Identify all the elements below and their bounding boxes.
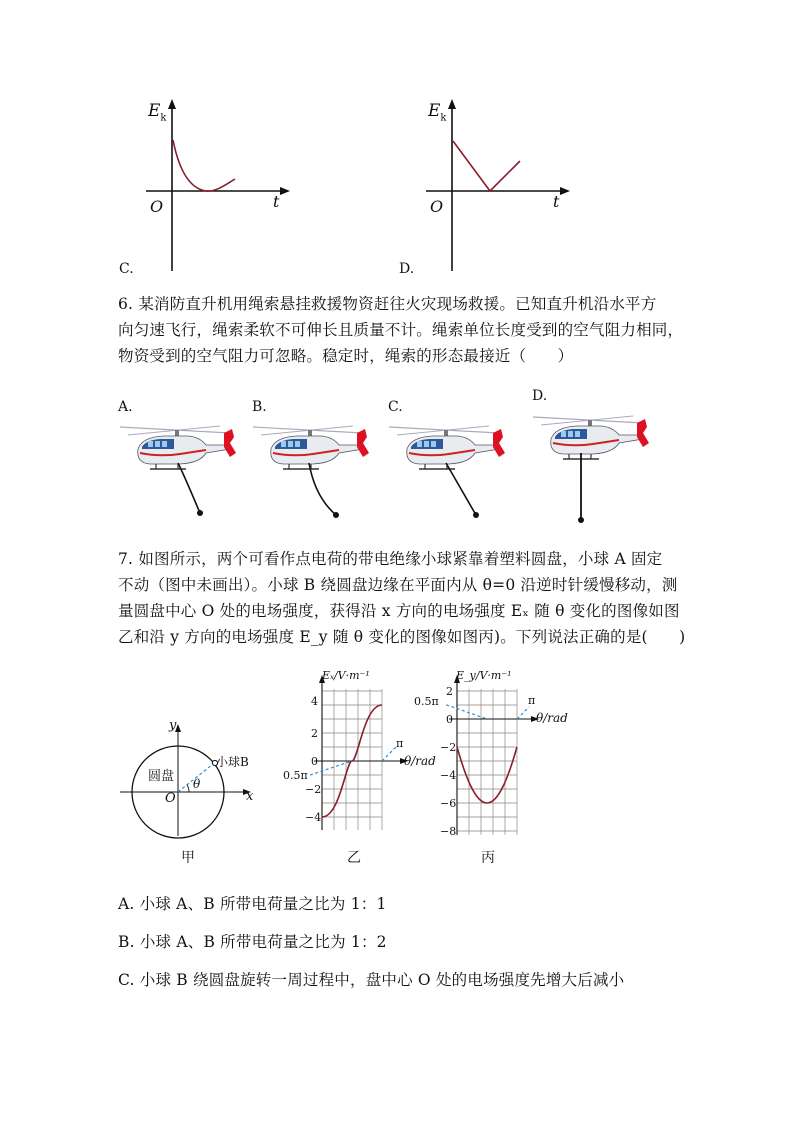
q7-line-1: 7. 如图所示，两个可看作点电荷的带电绝缘小球紧靠着塑料圆盘，小球 A 固定	[118, 550, 663, 568]
q6-line-3: 物资受到的空气阻力可忽略。稳定时，绳索的形态最接近（ ）	[118, 347, 574, 365]
figure-bing	[445, 675, 575, 840]
bing-tick-m6: −6	[440, 797, 457, 810]
bing-tick-m8: −8	[440, 825, 457, 838]
q7-option-b: B. 小球 A、B 所带电荷量之比为 1：2	[118, 933, 387, 951]
q5c-origin: O	[150, 197, 164, 216]
q6-option-d: D.	[532, 388, 548, 404]
yi-tick-2: 2	[311, 727, 318, 740]
yi-ylabel: Eₓ/V·m⁻¹	[322, 669, 370, 682]
q5-graph-d	[390, 95, 590, 280]
yi-tick-0: 0	[311, 755, 318, 768]
bing-tick-m4: −4	[440, 769, 457, 782]
yi-tick-m2: −2	[305, 783, 322, 796]
q5-option-c: C.	[119, 261, 134, 277]
q5-graph-c	[110, 95, 310, 280]
jia-origin: O	[165, 791, 176, 806]
yi-tick-m4: −4	[305, 811, 322, 824]
helicopter-illustrations	[110, 405, 680, 530]
jia-ball-label: 小球B	[216, 755, 249, 769]
q6-option-a: A.	[118, 399, 133, 415]
bing-halfpi: 0.5π	[414, 695, 439, 708]
q5d-xlabel: t	[553, 192, 560, 211]
q6-option-b: B.	[252, 399, 267, 415]
q6-option-c: C.	[388, 399, 403, 415]
yi-halfpi: 0.5π	[283, 769, 308, 782]
q7-stem	[118, 546, 688, 650]
jia-x-label: x	[246, 789, 254, 804]
q7-line-4: 乙和沿 y 方向的电场强度 E_y 随 θ 变化的图像如图丙)。下列说法正确的是( )	[118, 628, 686, 646]
q6-stem	[118, 291, 688, 369]
figure-jia	[118, 720, 258, 840]
jia-y-label: y	[169, 718, 177, 733]
bing-tick-0: 0	[446, 713, 453, 726]
yi-caption: 乙	[347, 850, 361, 866]
q7-option-c: C. 小球 B 绕圆盘旋转一周过程中，盘中心 O 处的电场强度先增大后减小	[118, 971, 625, 989]
yi-xlabel: θ/rad	[404, 754, 436, 768]
q5-option-d: D.	[399, 261, 415, 277]
bing-caption: 丙	[481, 850, 495, 866]
q5c-xlabel: t	[273, 192, 280, 211]
q5c-ylabel: $E_k$	[148, 101, 167, 124]
bing-tick-m2: −2	[440, 741, 457, 754]
jia-caption: 甲	[181, 850, 195, 866]
q6-line-2: 向匀速飞行，绳索柔软不可伸长且质量不计。绳索单位长度受到的空气阻力相同，	[118, 321, 684, 339]
bing-ylabel: E_y/V·m⁻¹	[456, 669, 512, 682]
jia-theta: θ	[193, 777, 201, 791]
q5d-origin: O	[430, 197, 444, 216]
bing-tick-2: 2	[446, 685, 453, 698]
q6-line-1: 6. 某消防直升机用绳索悬挂救援物资赶往火灾现场救援。已知直升机沿水平方	[118, 295, 657, 313]
yi-pi: π	[396, 737, 404, 750]
q7-line-3: 量圆盘中心 O 处的电场强度，获得沿 x 方向的电场强度 Eₓ 随 θ 变化的图像如图	[118, 602, 680, 620]
bing-xlabel: θ/rad	[536, 711, 568, 725]
yi-tick-4: 4	[311, 695, 318, 708]
q7-option-a: A. 小球 A、B 所带电荷量之比为 1：1	[118, 895, 387, 913]
bing-pi: π	[528, 694, 536, 707]
q5d-ylabel: $E_k$	[428, 101, 447, 124]
jia-disk-label: 圆盘	[148, 769, 175, 784]
q7-line-2: 不动（图中未画出）。小球 B 绕圆盘边缘在平面内从 θ=0 沿逆时针缓慢移动，测	[118, 576, 678, 594]
